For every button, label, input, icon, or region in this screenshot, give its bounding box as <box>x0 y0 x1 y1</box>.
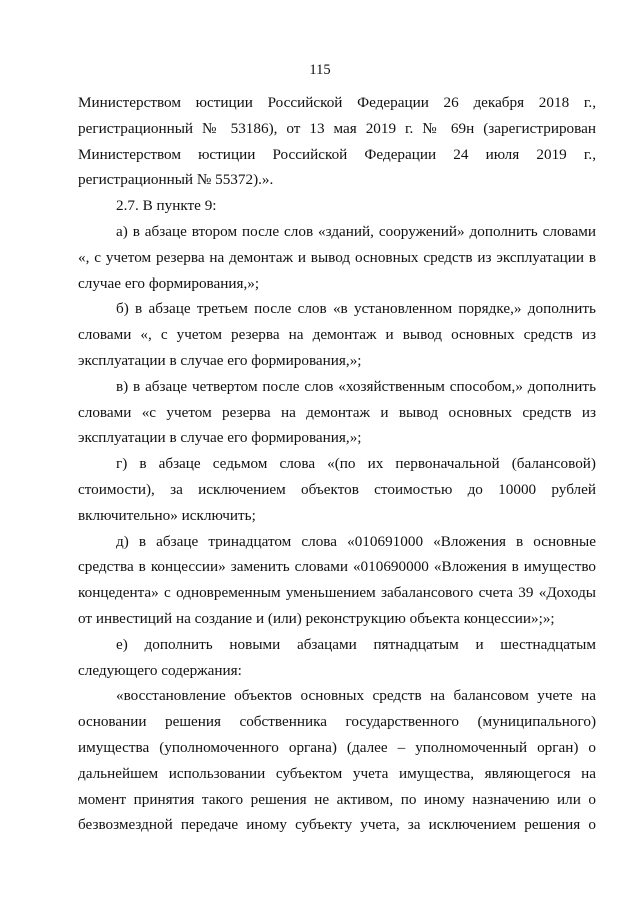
text-line: регистрационный № 55372).». <box>78 171 274 189</box>
text-line: Министерством юстиции Российской Федерации 24 июля 2019 г., <box>78 145 596 163</box>
document-body <box>78 90 596 838</box>
text-line: эксплуатации в случае его формирования,»; <box>78 429 362 447</box>
text-line: момент принятия такого решения не активом, по иному назначению или о <box>78 790 596 808</box>
text-line: следующего содержания: <box>78 661 242 679</box>
text-line: 2.7. В пункте 9: <box>116 197 217 215</box>
text-line: безвозмездной передаче иному субъекту учета, за исключением решения о <box>78 816 596 834</box>
text-line: Министерством юстиции Российской Федерации 26 декабря 2018 г., <box>78 94 596 111</box>
text-line: дальнейшем использовании субъектом учета имущества, являющегося на <box>78 764 596 782</box>
text-line: словами «с учетом резерва на демонтаж и вывод основных средств из <box>78 403 596 421</box>
text-line: «восстановление объектов основных средств на балансовом учете на <box>116 687 596 705</box>
text-line: стоимости), за исключением объектов стоимостью до 10000 рублей <box>78 480 596 498</box>
text-line: регистрационный № 53186), от 13 мая 2019 г. № 69н (зарегистрирован <box>78 119 596 137</box>
text-line: е) дополнить новыми абзацами пятнадцатым и шестнадцатым <box>116 635 596 653</box>
text-line: от инвестиций на создание и (или) реконструкцию объекта концессии»;»; <box>78 609 555 627</box>
text-line: основании решения собственника государственного (муниципального) <box>78 713 596 731</box>
text-line: б) в абзаце третьем после слов «в установленном порядке,» дополнить <box>116 300 596 318</box>
text-line: эксплуатации в случае его формирования,»; <box>78 351 362 369</box>
page-number: 115 <box>309 62 331 78</box>
text-line: словами «, с учетом резерва на демонтаж и вывод основных средств из <box>78 326 596 344</box>
text-line: концедента» с одновременным уменьшением забалансового счета 39 «Доходы <box>78 584 596 602</box>
text-line: «, с учетом резерва на демонтаж и вывод основных средств из эксплуатации в <box>78 248 596 266</box>
text-line: средства в концессии» заменить словами «010690000 «Вложения в имущество <box>78 558 596 576</box>
text-line: включительно» исключить; <box>78 506 256 524</box>
text-line: имущества (уполномоченного органа) (далее – уполномоченный орган) о <box>78 738 596 756</box>
text-line: случае его формирования,»; <box>78 274 260 292</box>
text-line: д) в абзаце тринадцатом слова «010691000 «Вложения в основные <box>116 532 596 550</box>
text-line: а) в абзаце втором после слов «зданий, сооружений» дополнить словами <box>116 222 596 240</box>
text-line: г) в абзаце седьмом слова «(по их первоначальной (балансовой) <box>116 455 596 473</box>
text-line: в) в абзаце четвертом после слов «хозяйственным способом,» дополнить <box>116 377 596 395</box>
